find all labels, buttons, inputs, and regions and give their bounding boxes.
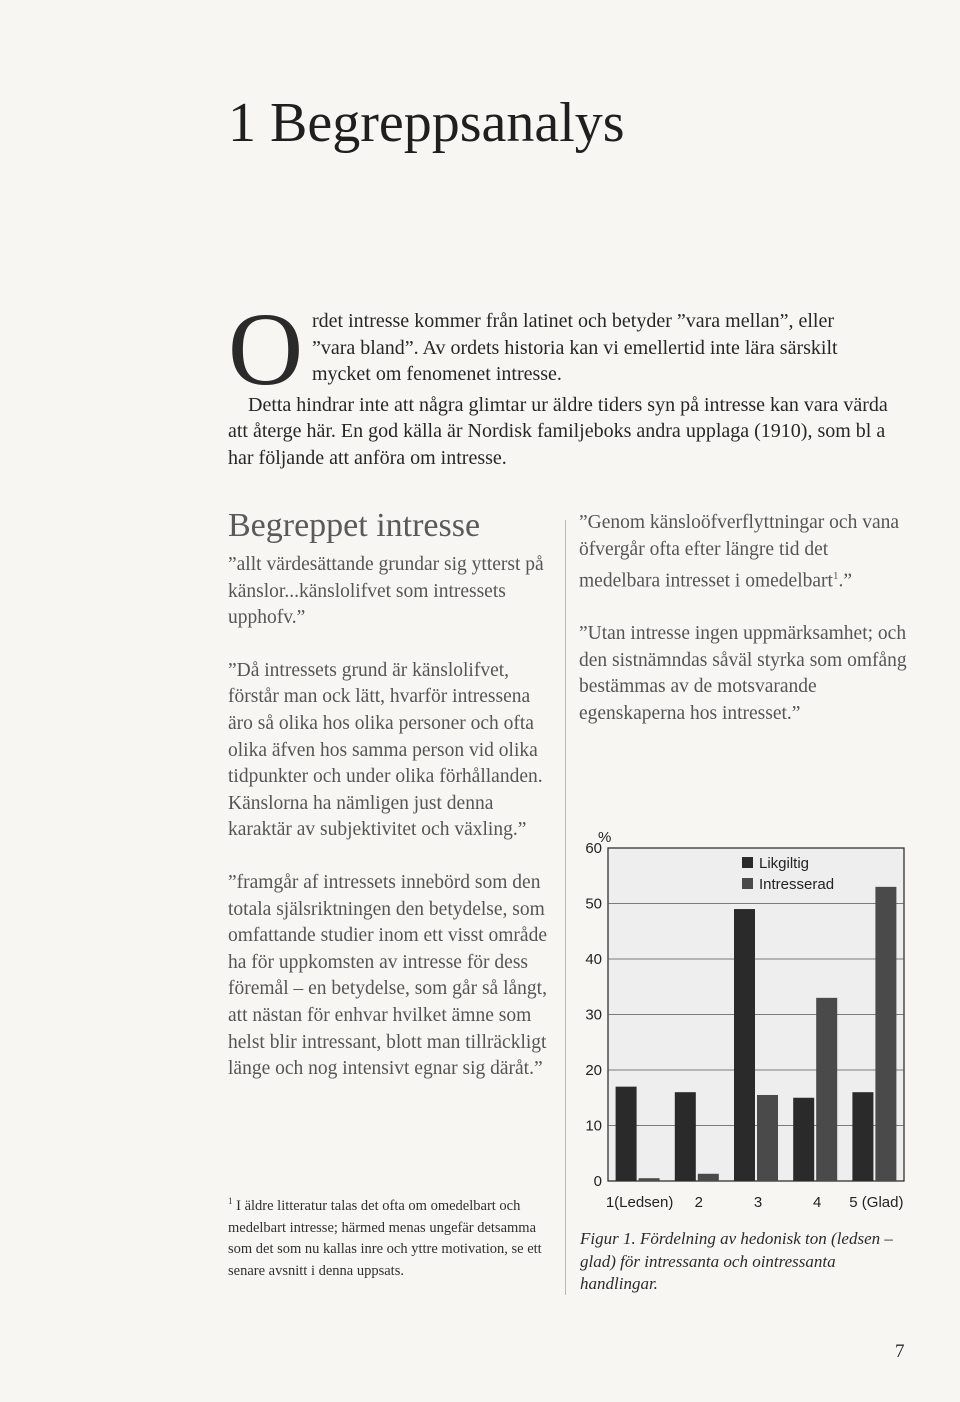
- column-divider: [565, 520, 566, 1295]
- quote-4: [579, 510, 909, 595]
- bar: [757, 1095, 778, 1181]
- y-tick-label: 50: [585, 895, 602, 913]
- y-tick-label: 0: [593, 1173, 602, 1190]
- legend-swatch: [742, 857, 753, 868]
- x-tick-label: 2: [694, 1194, 703, 1211]
- footnote: [228, 1191, 558, 1283]
- bar: [734, 909, 755, 1181]
- intro-line-2: ”vara bland”. Av ordets historia kan vi emellertid inte lära särskilt: [312, 336, 838, 359]
- legend-label: Likgiltig: [759, 855, 810, 872]
- intro-paragraph-2: Detta hindrar inte att några glimtar ur äldre tiders syn på intresse kan vara värda att återge här. En god källa är Nordisk familjeboks andra upplaga (1910), som bl a har följande att anföra om intresse.: [228, 393, 888, 469]
- legend-label: Intresserad: [759, 876, 835, 893]
- quote-5: ”Utan intresse ingen uppmärksamhet; och den sistnämndas såväl styrka som omfång bestämmas av de motsvarande egenskaperna hos intresset.”: [579, 623, 907, 725]
- footnote-text: I äldre litteratur talas det ofta om omedelbart och medelbart intresse; härmed menas ungefär detsamma som det som nu kallas inre och yttre motivation, se ett senare avsnitt i denna uppsats.: [228, 1197, 542, 1280]
- quote-4-end: .”: [838, 570, 852, 592]
- quote-3: ”framgår af intressets innebörd som den totala själsriktningen den betydelse, som omfattande studier inom ett visst område ha för uppkomsten av intresse för dess föremål – en betydelse, som går så långt, att nästan för enhvar hvilket ämne som helst blir intressant, blott man tillräckligt länge och nog intensivt egnar sig däråt.”: [228, 871, 547, 1080]
- right-quote-column: [579, 510, 909, 754]
- left-quote-column: [228, 552, 548, 1109]
- bar: [793, 1098, 814, 1181]
- intro-line-3: mycket om fenomenet intresse.: [312, 363, 562, 385]
- y-tick-label: 10: [585, 1117, 602, 1135]
- quote-1: ”allt värdesättande grundar sig ytterst på känslor...känslolifvet som intressets upphofv.”: [228, 554, 544, 629]
- quote-4-text: ”Genom känsloöfverflyttningar och vana öfvergår ofta efter längre tid det medelbara intresset i omedelbart: [579, 512, 900, 592]
- bar: [616, 1087, 637, 1181]
- y-tick-label: 60: [585, 840, 602, 857]
- y-tick-label: 40: [585, 951, 602, 968]
- footnote-marker: 1: [228, 1196, 233, 1206]
- x-tick-label: 1(Ledsen): [605, 1194, 674, 1211]
- x-tick-label: 3: [753, 1194, 763, 1211]
- intro-paragraph: [228, 292, 908, 471]
- bar-chart: [576, 826, 921, 1216]
- chapter-title: 1 Begreppsanalys: [228, 92, 625, 154]
- x-axis: [606, 1194, 904, 1211]
- legend-swatch: [742, 878, 753, 889]
- y-tick-label: 30: [585, 1006, 602, 1024]
- section-heading: Begreppet intresse: [228, 507, 481, 544]
- y-unit-label: %: [598, 829, 612, 846]
- x-tick-label: 5 (Glad): [849, 1194, 904, 1211]
- figure-caption: Figur 1. Fördelning av hedonisk ton (ledsen – glad) för intressanta och ointressanta handlingar.: [580, 1229, 893, 1293]
- x-tick-label: 4: [813, 1194, 822, 1211]
- drop-cap: O: [228, 292, 304, 407]
- y-tick-label: 20: [585, 1062, 602, 1079]
- bar: [698, 1174, 719, 1181]
- footnote-ref: 1: [832, 570, 839, 583]
- page-number: 7: [895, 1341, 905, 1362]
- bar: [639, 1178, 660, 1181]
- bar: [675, 1092, 696, 1181]
- intro-line-1: rdet intresse kommer från latinet och betyder ”vara mellan”, eller: [312, 310, 834, 332]
- bar: [816, 998, 837, 1181]
- y-axis: [585, 840, 602, 1190]
- quote-2: ”Då intressets grund är känslolifvet, förstår man ock lätt, hvarför intressena äro så olika hos olika personer och ofta olika äfven hos samma person vid olika tidpunkter och under olika förhållanden. Känslorna ha nämligen just denna karaktär av subjektivitet och växling.”: [228, 659, 543, 841]
- bar: [852, 1092, 873, 1181]
- bar: [875, 887, 896, 1181]
